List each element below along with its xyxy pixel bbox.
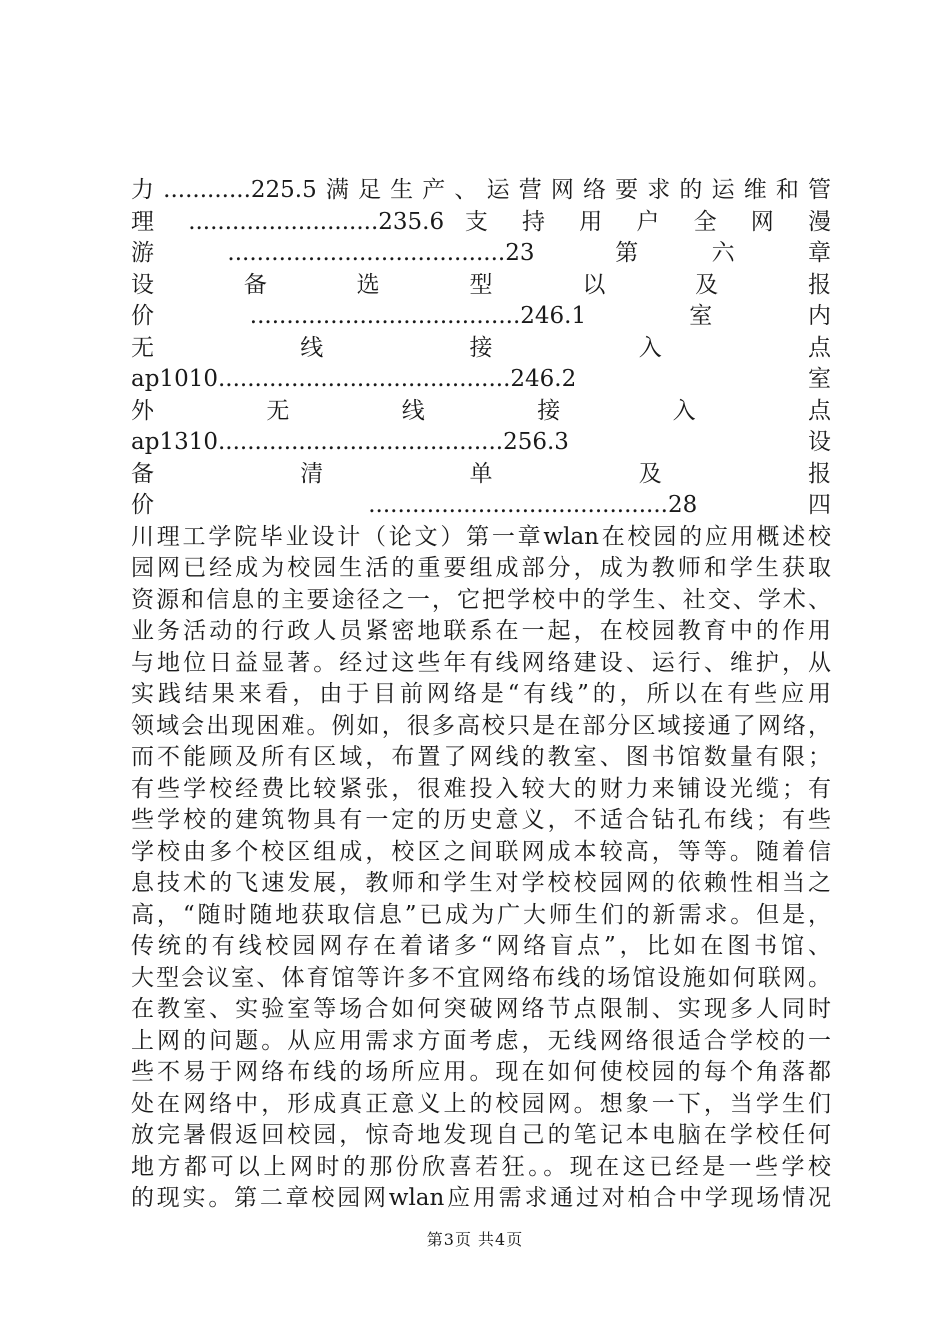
text-line: 大型会议室、体育馆等许多不宜网络布线的场馆设施如何联网。 [131, 964, 831, 991]
text-line: 的现实。第二章校园网wlan应用需求通过对柏合中学现场情况 [131, 1185, 831, 1211]
page-number-footer: 第3页 共4页 [426, 1230, 524, 1249]
text-line: 处在网络中，形成真正意义上的校园网。想象一下，当学生们 [131, 1090, 831, 1117]
text-line: 些学校的建筑物具有一定的历史意义，不适合钻孔布线；有些 [131, 807, 831, 833]
text-line: 资源和信息的主要途径之一，它把学校中的学生、社交、学术、 [131, 586, 831, 613]
text-line: 在教室、实验室等场合如何突破网络节点限制、实现多人同时 [131, 996, 831, 1022]
text-line: 备 清 单 及 报 [131, 460, 831, 487]
text-line: 价.....................................246.1 室内 [131, 303, 831, 329]
text-line: 无 线 接 入 点 [131, 334, 831, 361]
text-line: 上网的问题。从应用需求方面考虑，无线网络很适合学校的一 [131, 1027, 831, 1054]
text-line: 与地位日益显著。经过这些年有线网络建设、运行、维护，从 [131, 649, 831, 676]
text-line: 地方都可以上网时的那份欣喜若狂。。现在这已经是一些学校 [131, 1153, 831, 1180]
text-line: 园网已经成为校园生活的重要组成部分，成为教师和学生获取 [131, 555, 831, 581]
text-line: 川理工学院毕业设计（论文）第一章wlan在校园的应用概述校 [131, 523, 831, 550]
text-line: ap1010........................................246.2 室 [131, 366, 831, 392]
document-body [131, 175, 831, 1215]
text-line: 实践结果来看，由于目前网络是“有线”的，所以在有些应用 [131, 681, 831, 707]
text-line: 力............225.5满足生产、运营网络要求的运维和管 [131, 177, 831, 203]
text-line: 业务活动的行政人员紧密地联系在一起，在校园教育中的作用 [131, 618, 831, 644]
text-line: 息技术的飞速发展，教师和学生对学校校园网的依赖性相当之 [131, 870, 831, 896]
text-line: 游......................................23 第六章 [131, 240, 831, 266]
text-line: 学校由多个校区组成，校区之间联网成本较高，等等。随着信 [131, 838, 831, 865]
text-line: 高，“随时随地获取信息”已成为广大师生们的新需求。但是， [131, 901, 831, 928]
text-line: 些不易于网络布线的场所应用。现在如何使校园的每个角落都 [131, 1059, 831, 1085]
text-line: 放完暑假返回校园，惊奇地发现自己的笔记本电脑在学校任何 [131, 1122, 831, 1148]
text-line: 价 .........................................28 四 [131, 492, 831, 518]
text-line: 有些学校经费比较紧张，很难投入较大的财力来铺设光缆；有 [131, 775, 831, 802]
text-line: 设 备 选 型 以 及 报 [131, 271, 831, 298]
text-line: 理 ..........................235.6 支 持 用 户 全 网 漫 [131, 208, 831, 235]
text-line: ap1310.......................................256.3 设 [131, 429, 831, 455]
text-line: 传统的有线校园网存在着诸多“网络盲点”，比如在图书馆、 [131, 933, 831, 959]
text-line: 外 无 线 接 入 点 [131, 397, 831, 424]
text-line: 领域会出现困难。例如，很多高校只是在部分区域接通了网络， [131, 712, 831, 739]
text-line: 而不能顾及所有区域，布置了网线的教室、图书馆数量有限； [131, 744, 831, 770]
